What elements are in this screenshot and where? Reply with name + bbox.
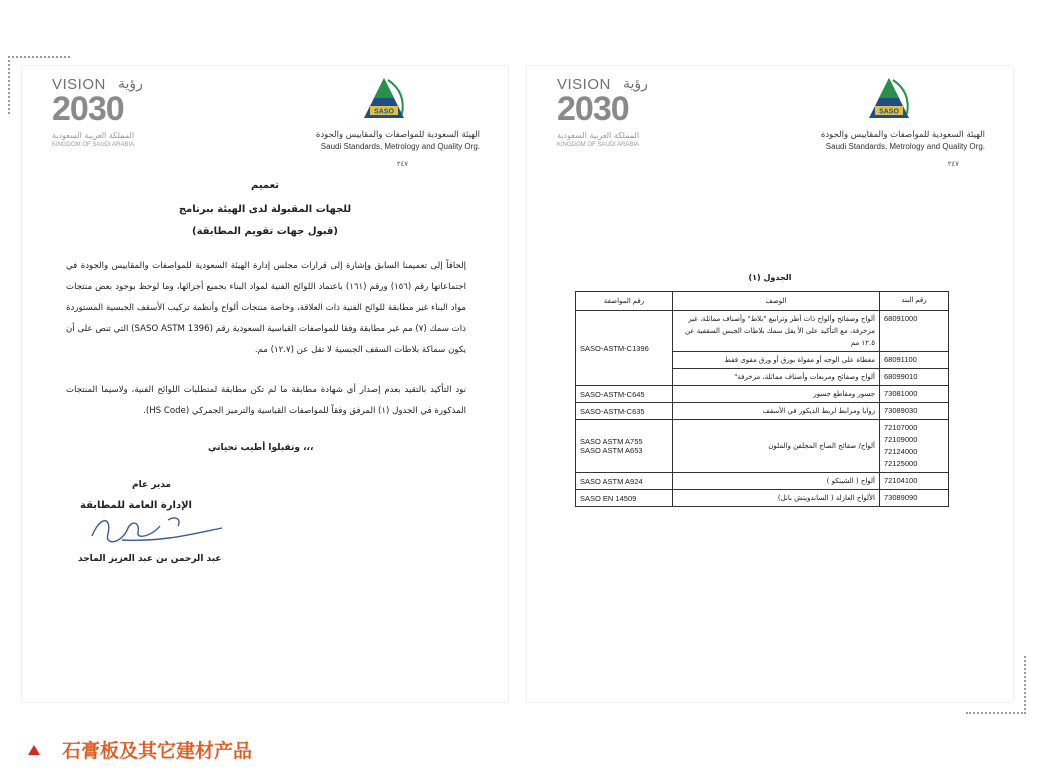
cell-standard: SASO EN 14509 xyxy=(576,490,673,507)
table-row xyxy=(576,311,949,352)
cell-description: ألواح وصفائح وألواح ذات أطر وترابيع "بلاط" وأصناف مماثلة، غير مزخرفة، مع التأكيد على الأ يقل سمك بلاطات الجبس السقفية عن ١٢.٥ مم xyxy=(673,311,880,352)
figure-caption xyxy=(28,736,252,763)
table-row xyxy=(576,473,949,490)
cell-standard: SASO-ASTM-C1396 xyxy=(576,311,673,386)
signatory-title: مدير عام xyxy=(132,480,172,490)
saso-logo: SASO الهيئة السعودية للمواصفات والمقاييس والجودة Saudi Standards, Metrology and Quality Org. xyxy=(260,74,480,164)
signatory-department: الإدارة العامة للمطابقة xyxy=(80,500,192,511)
cell-code: 73081000 xyxy=(880,386,949,403)
circular-subheading-2: (قبول جهات تقويم المطابقة) xyxy=(191,226,338,237)
cell-description: ألواح ( الشينكو ) xyxy=(673,473,880,490)
svg-text:SASO: SASO xyxy=(374,108,394,116)
table-header-row xyxy=(576,292,949,311)
header-standard: رقم المواصفة xyxy=(576,292,673,311)
cell-description: ألواح وصفائح ومربعات وأصناف مماثلة، مزخرفة" xyxy=(673,369,880,386)
product-table-page: VISION رؤية 2030 المملكة العربية السعودية KINGDOM OF SAUDI ARABIA SASO الهيئة السعودية للمواصفات والمقاييس والجودة Saudi Standards, Metrology and Quality Org. ٢٤٧ الجدول (١) رقم المواصفة الوصف رقم البند SASO-ASTM-C1396 ألواح وصفائح وألواح ذات أطر وترابيع "بلاط" وأصناف مماثلة، غير مزخرفة، مع التأكيد على الأ يقل سمك بلاطات الجبس السقفية عن ١٢.٥ مم 68091000 مغطاة على الوجه أو مقواة بورق أو ورق مقوى فقط 68091100 ألواح وصفائح ومربعات وأصناف مماثلة، مزخرفة" 68099010 SASO-ASTM-C645 جسور ومقاطع جسور 73081000 SASO-ASTM-C635 زوايا ومرابط لربط الديكور في الأسقف 73089030 SASO ASTM A755 SASO ASTM A653 ألواح/ صفائح الصاج المجلفن والملون 72107000 72109000 72124000 72125000 SASO ASTM A924 ألواح ( الشينكو ) 72104100 SASO EN 14509 الألواح العازلة ( الساندويتش بانل) 73089090 xyxy=(527,66,1013,702)
cell-description: الألواح العازلة ( الساندويتش بانل) xyxy=(673,490,880,507)
cell-standard: SASO-ASTM-C635 xyxy=(576,403,673,420)
cell-code: 68091000 xyxy=(880,311,949,352)
cell-code: 72104100 xyxy=(880,473,949,490)
cell-standard: SASO-ASTM-C645 xyxy=(576,386,673,403)
cell-code: 73089030 xyxy=(880,403,949,420)
cell-description: جسور ومقاطع جسور xyxy=(673,386,880,403)
table-caption: الجدول (١) xyxy=(748,273,792,282)
triangle-bullet-icon xyxy=(28,745,40,755)
caption-text: 石膏板及其它建材产品 xyxy=(62,740,253,762)
saso-logo: SASO الهيئة السعودية للمواصفات والمقاييس والجودة Saudi Standards, Metrology and Quality Org. xyxy=(765,74,985,164)
reference-number: ٢٤٧ xyxy=(396,160,408,168)
table-row xyxy=(576,420,949,473)
product-table xyxy=(575,291,949,507)
signatory-name: عبد الرحمن بن عبد العزيز الماجد xyxy=(78,554,222,564)
saso-emblem-icon xyxy=(863,74,915,126)
cell-code: 68091100 xyxy=(880,352,949,369)
table-row xyxy=(576,490,949,507)
circular-paragraph-1: إلحاقاً إلى تعميمنا السابق وإشارة إلى قرارات مجلس إدارة الهيئة السعودية للمواصفات والمقاييس والجودة في اجتماعاتها رقم (١٥٦) ورقم (١٦١) باعتماد اللوائح الفنية لمواد البناء بجميع أجزائها، وما لوحظ بوجود بعض منتجات مواد البناء غير مطابقة للوائح الفنية ذات العلاقة، وخاصة منتجات ألواح وأنظمة تركيب الأسقف الجبسية المستوردة ذات سمك (٧) مم غير مطابقة وفقا للمواصفات القياسية السعودية رقم (SASO ASTM 1396) التي تنص على أن يكون سماكة بلاطات السقف الجبسية لا تقل عن (١٢.٧) مم. xyxy=(66,261,466,355)
svg-text:SASO: SASO xyxy=(879,108,899,116)
cell-standard: SASO ASTM A924 xyxy=(576,473,673,490)
closing-greeting: وتقبلوا أطيب تحياتي ،،، xyxy=(208,443,314,453)
table-row xyxy=(576,386,949,403)
cell-description: مغطاة على الوجه أو مقواة بورق أو ورق مقوى فقط xyxy=(673,352,880,369)
cell-description: زوايا ومرابط لربط الديكور في الأسقف xyxy=(673,403,880,420)
circular-subheading: للجهات المقبولة لدى الهيئة ببرنامج xyxy=(178,204,352,215)
header-code: رقم البند xyxy=(880,292,949,311)
cell-standard: SASO ASTM A755 SASO ASTM A653 xyxy=(576,420,673,473)
circular-heading: تعميم xyxy=(250,180,280,191)
table-row xyxy=(576,403,949,420)
cell-description: ألواح/ صفائح الصاج المجلفن والملون xyxy=(673,420,880,473)
reference-number: ٢٤٧ xyxy=(947,160,959,168)
cell-code: 73089090 xyxy=(880,490,949,507)
circular-letter-page: VISION رؤية 2030 المملكة العربية السعودية KINGDOM OF SAUDI ARABIA SASO الهيئة السعودية للمواصفات والمقاييس والجودة Saudi Standards, Metrology and Quality Org. ٢٤٧ تعميم للجهات المقبولة لدى الهيئة ببرنامج (قبول جهات تقويم المطابقة) إلحاقاً إلى تعميمنا السابق وإشارة إلى قرارات مجلس إدارة الهيئة السعودية للمواصفات والمقاييس والجودة في اجتماعاتها رقم (١٥٦) ورقم (١٦١) باعتماد اللوائح الفنية لمواد البناء بجميع أجزائها، وما لوحظ بوجود بعض منتجات مواد البناء غير مطابقة للوائح الفنية ذات العلاقة، وخاصة منتجات ألواح وأنظمة تركيب الأسقف الجبسية المستوردة ذات سمك (٧) مم غير مطابقة وفقا للمواصفات القياسية السعودية رقم (SASO ASTM 1396) التي تنص على أن يكون سماكة بلاطات السقف الجبسية لا تقل عن (١٢.٧) مم. نود التأكيد بالتقيد بعدم إصدار أي شهادة مطابقة ما لم تكن مطابقة لمتطلبات اللوائح الفنية، ولاسيما المنتجات المذكورة في الجدول (١) المرفق وفقاً للمواصفات القياسية والترميز الجمركي (HS Code). وتقبلوا أطيب تحياتي ،،، مدير عام الإدارة العامة للمطابقة عبد الرحمن بن عبد العزيز الماجد xyxy=(22,66,508,702)
handwritten-signature xyxy=(82,506,232,550)
saso-emblem-icon xyxy=(358,74,410,126)
cell-code: 72107000 72109000 72124000 72125000 xyxy=(880,420,949,473)
circular-paragraph-2: نود التأكيد بالتقيد بعدم إصدار أي شهادة مطابقة ما لم تكن مطابقة لمتطلبات اللوائح الفنية، ولاسيما المنتجات المذكورة في الجدول (١) المرفق وفقاً للمواصفات القياسية والترميز الجمركي (HS Code). xyxy=(66,385,466,416)
header-description: الوصف xyxy=(673,292,880,311)
cell-code: 68099010 xyxy=(880,369,949,386)
